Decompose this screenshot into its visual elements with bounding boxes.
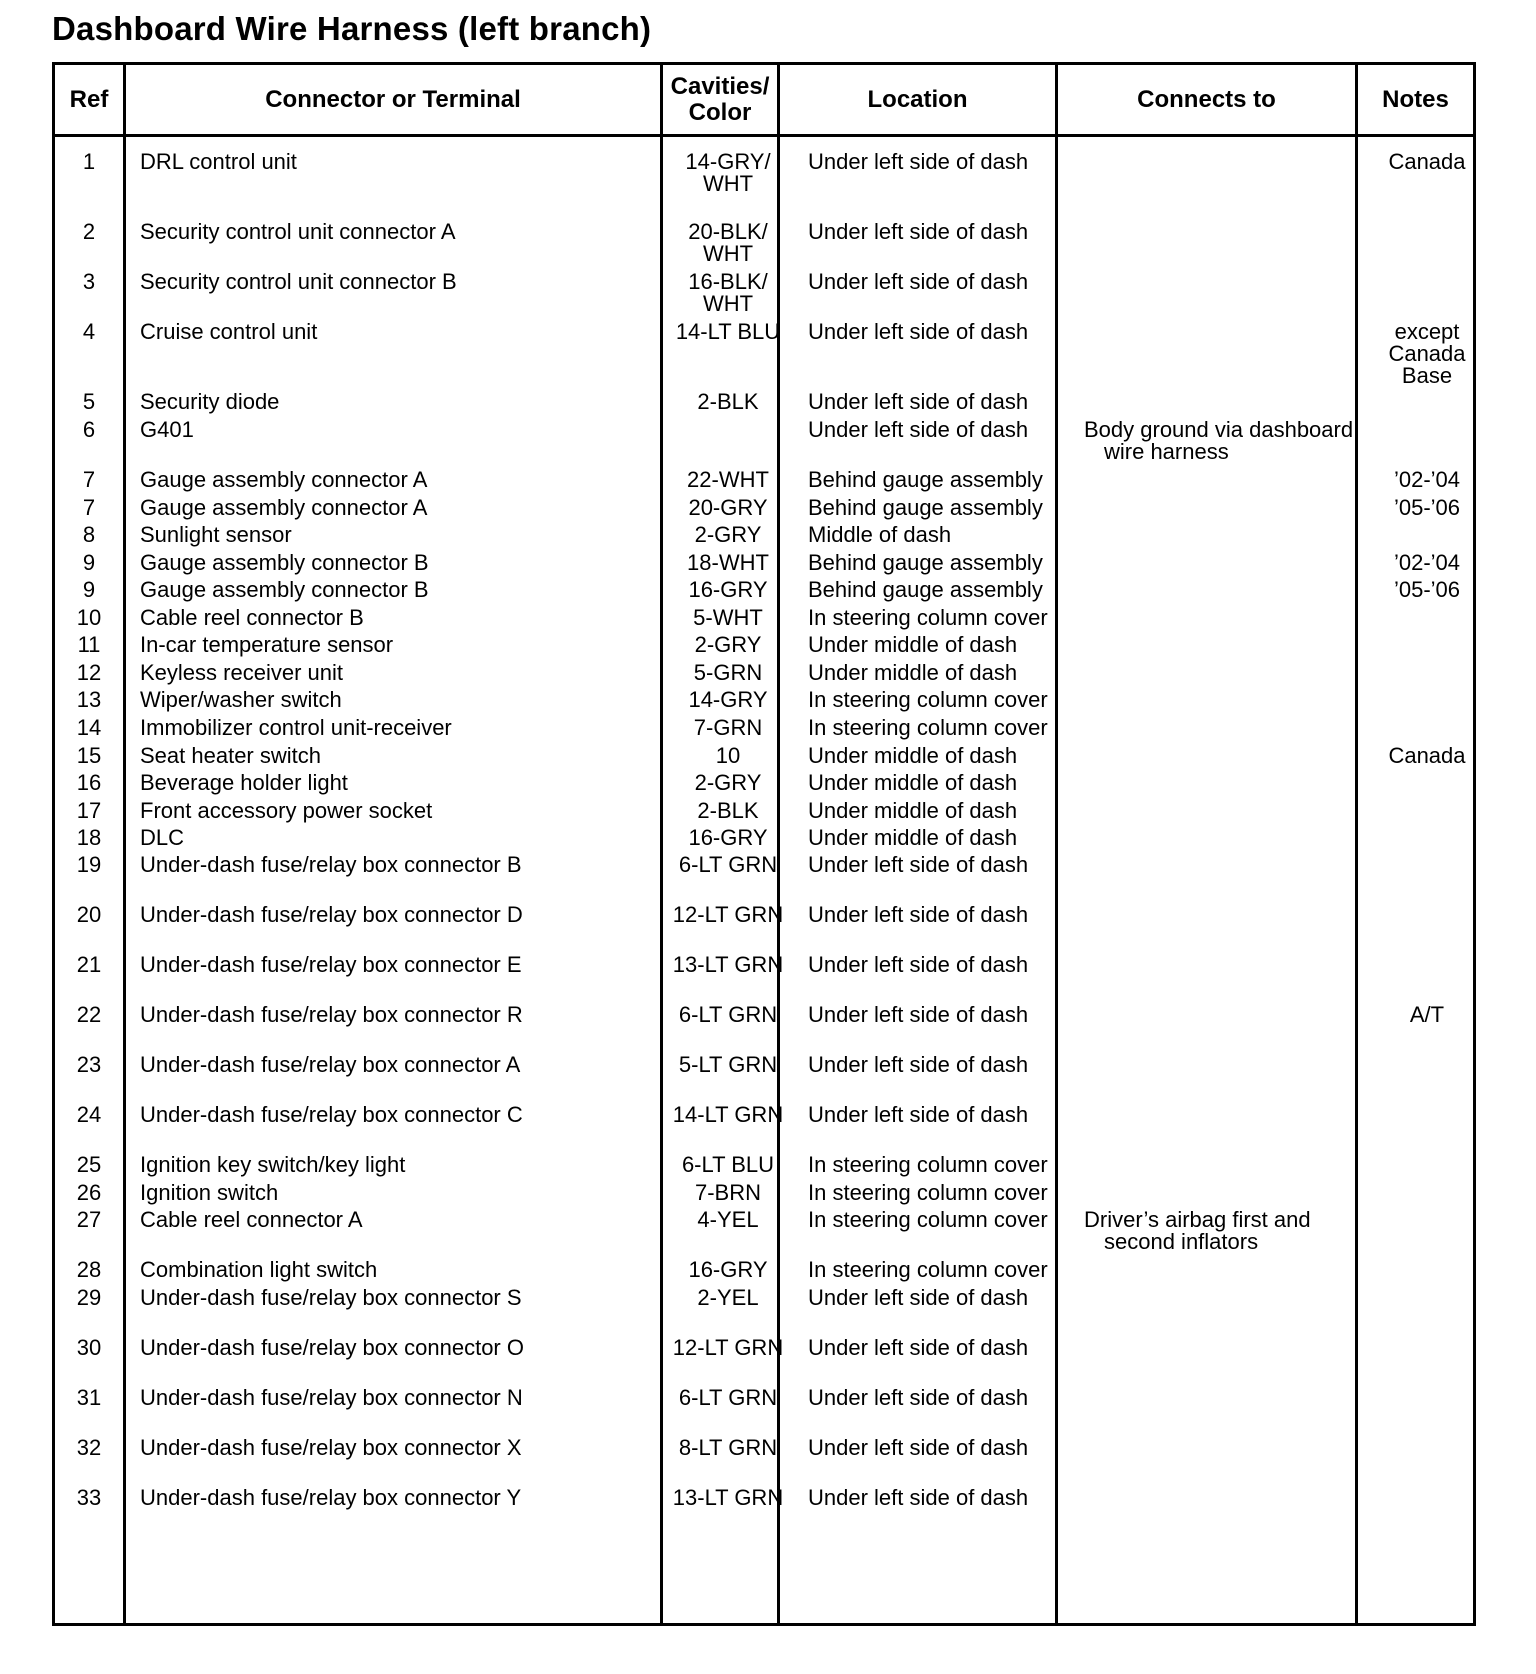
notes-cell: ’02-’04 xyxy=(1393,550,1461,575)
connector-cell: Under-dash fuse/relay box connector O xyxy=(140,1335,524,1360)
cavities-cell: 22-WHT xyxy=(687,467,769,492)
location-cell: Under left side of dash xyxy=(808,1285,1029,1310)
cavities-cell: 16-GRY xyxy=(688,577,768,602)
location-cell: Under middle of dash xyxy=(808,743,1018,768)
cavities-cell: 14-LT BLU xyxy=(675,319,781,344)
ref-cell: 29 xyxy=(76,1285,102,1310)
cavities-cell: 5-GRN xyxy=(693,660,763,685)
location-cell: In steering column cover xyxy=(808,1207,1048,1232)
location-cell: Under left side of dash xyxy=(808,319,1029,344)
cavities-cell: 2-GRY xyxy=(694,522,762,547)
cavities-cell: 6-LT GRN xyxy=(678,1002,778,1027)
header-notes: Notes xyxy=(1382,85,1449,113)
location-cell: In steering column cover xyxy=(808,1152,1048,1177)
location-cell: Under left side of dash xyxy=(808,1002,1029,1027)
ref-cell: 25 xyxy=(76,1152,102,1177)
cavities-cell: 7-GRN xyxy=(693,715,763,740)
connector-cell: In-car temperature sensor xyxy=(140,632,394,657)
connector-cell: Under-dash fuse/relay box connector Y xyxy=(140,1485,522,1510)
harness-table xyxy=(52,62,1476,1626)
connector-cell: Under-dash fuse/relay box connector A xyxy=(140,1052,521,1077)
table-body xyxy=(55,137,1473,1623)
connector-cell: Cruise control unit xyxy=(140,319,318,344)
connector-cell: Wiper/washer switch xyxy=(140,687,342,712)
location-cell: Under left side of dash xyxy=(808,417,1029,442)
cavities-cell: 12-LT GRN xyxy=(672,1335,784,1360)
cavities-cell: 2-BLK xyxy=(697,798,759,823)
cavities-cell: 6-LT BLU xyxy=(681,1152,775,1177)
location-cell: Under left side of dash xyxy=(808,902,1029,927)
connector-cell: Under-dash fuse/relay box connector E xyxy=(140,952,522,977)
connects-to-line-2: second inflators xyxy=(1104,1229,1259,1254)
location-cell: Under left side of dash xyxy=(808,852,1029,877)
ref-cell: 6 xyxy=(82,417,96,442)
cavities-cell: 8-LT GRN xyxy=(678,1435,778,1460)
cavities-cell: 10 xyxy=(715,743,741,768)
cavities-cell: 20-BLK/ WHT xyxy=(688,219,768,266)
location-cell: Under middle of dash xyxy=(808,660,1018,685)
ref-cell: 16 xyxy=(76,770,102,795)
location-cell: Behind gauge assembly xyxy=(808,577,1043,602)
connects-to-line-2: wire harness xyxy=(1104,439,1229,464)
connector-cell: Combination light switch xyxy=(140,1257,378,1282)
location-cell: Under left side of dash xyxy=(808,1385,1029,1410)
cavities-cell: 18-WHT xyxy=(687,550,769,575)
location-cell: Under left side of dash xyxy=(808,1485,1029,1510)
connector-cell: Ignition switch xyxy=(140,1180,279,1205)
connector-cell: Under-dash fuse/relay box connector S xyxy=(140,1285,522,1310)
ref-cell: 1 xyxy=(82,149,96,174)
ref-cell: 5 xyxy=(82,389,96,414)
location-cell: Under middle of dash xyxy=(808,632,1018,657)
location-cell: Under left side of dash xyxy=(808,1335,1029,1360)
cavities-cell: 5-WHT xyxy=(693,605,763,630)
cavities-cell: 2-BLK xyxy=(697,389,759,414)
connector-cell: Gauge assembly connector A xyxy=(140,467,428,492)
location-cell: Under left side of dash xyxy=(808,149,1029,174)
cavities-cell: 5-LT GRN xyxy=(678,1052,778,1077)
notes-cell: except Canada Base xyxy=(1388,319,1466,388)
ref-cell: 24 xyxy=(76,1102,102,1127)
connector-cell: Under-dash fuse/relay box connector N xyxy=(140,1385,523,1410)
ref-cell: 15 xyxy=(76,743,102,768)
ref-cell: 23 xyxy=(76,1052,102,1077)
location-cell: Under middle of dash xyxy=(808,798,1018,823)
connector-cell: Under-dash fuse/relay box connector R xyxy=(140,1002,523,1027)
location-cell: Under left side of dash xyxy=(808,269,1029,294)
header-connector: Connector or Terminal xyxy=(265,85,521,113)
ref-cell: 33 xyxy=(76,1485,102,1510)
header-ref: Ref xyxy=(69,85,109,113)
ref-cell: 8 xyxy=(82,522,96,547)
ref-cell: 18 xyxy=(76,825,102,850)
ref-cell: 31 xyxy=(76,1385,102,1410)
location-cell: Under left side of dash xyxy=(808,1102,1029,1127)
cavities-cell: 20-GRY xyxy=(688,495,768,520)
connector-cell: Under-dash fuse/relay box connector C xyxy=(140,1102,523,1127)
connects-to-cell xyxy=(1084,419,1374,463)
location-cell: Under middle of dash xyxy=(808,825,1018,850)
location-cell: Under left side of dash xyxy=(808,1052,1029,1077)
location-cell: Under left side of dash xyxy=(808,952,1029,977)
ref-cell: 3 xyxy=(82,269,96,294)
ref-cell: 27 xyxy=(76,1207,102,1232)
connector-cell: G401 xyxy=(140,417,194,442)
notes-cell: ’05-’06 xyxy=(1393,495,1461,520)
cavities-cell: 2-GRY xyxy=(694,632,762,657)
notes-cell: ’02-’04 xyxy=(1393,467,1461,492)
location-cell: In steering column cover xyxy=(808,687,1048,712)
ref-cell: 13 xyxy=(76,687,102,712)
cavities-cell: 16-GRY xyxy=(688,1257,768,1282)
location-cell: In steering column cover xyxy=(808,1257,1048,1282)
connector-cell: Beverage holder light xyxy=(140,770,348,795)
location-cell: Under left side of dash xyxy=(808,389,1029,414)
connector-cell: Gauge assembly connector B xyxy=(140,577,429,602)
header-cavities: Cavities/ Color xyxy=(670,72,770,126)
ref-cell: 2 xyxy=(82,219,96,244)
notes-cell: ’05-’06 xyxy=(1393,577,1461,602)
ref-cell: 9 xyxy=(82,550,96,575)
connector-cell: Ignition key switch/key light xyxy=(140,1152,406,1177)
connector-cell: Security control unit connector A xyxy=(140,219,456,244)
notes-cell: A/T xyxy=(1409,1002,1445,1027)
location-cell: Under middle of dash xyxy=(808,770,1018,795)
ref-cell: 20 xyxy=(76,902,102,927)
connector-cell: DRL control unit xyxy=(140,149,297,174)
header-location: Location xyxy=(867,85,968,113)
cavities-cell: 14-GRY xyxy=(688,687,768,712)
cavities-cell: 13-LT GRN xyxy=(672,952,784,977)
location-cell: In steering column cover xyxy=(808,605,1048,630)
location-cell: In steering column cover xyxy=(808,715,1048,740)
cavities-cell: 6-LT GRN xyxy=(678,852,778,877)
location-cell: Middle of dash xyxy=(808,522,952,547)
ref-cell: 17 xyxy=(76,798,102,823)
ref-cell: 7 xyxy=(82,495,96,520)
connector-cell: Security control unit connector B xyxy=(140,269,457,294)
location-cell: Behind gauge assembly xyxy=(808,495,1043,520)
connector-cell: Security diode xyxy=(140,389,280,414)
connector-cell: Under-dash fuse/relay box connector D xyxy=(140,902,523,927)
connector-cell: Under-dash fuse/relay box connector X xyxy=(140,1435,522,1460)
connects-to-cell xyxy=(1084,1209,1374,1253)
ref-cell: 10 xyxy=(76,605,102,630)
connects-to-line: Driver’s airbag first and xyxy=(1084,1207,1311,1232)
location-cell: Behind gauge assembly xyxy=(808,550,1043,575)
ref-cell: 32 xyxy=(76,1435,102,1460)
cavities-cell: 7-BRN xyxy=(694,1180,761,1205)
ref-cell: 7 xyxy=(82,467,96,492)
connector-cell: Gauge assembly connector B xyxy=(140,550,429,575)
connector-cell: Cable reel connector A xyxy=(140,1207,363,1232)
connects-to-line: Body ground via dashboard xyxy=(1084,417,1354,442)
connector-cell: Under-dash fuse/relay box connector B xyxy=(140,852,522,877)
notes-cell: Canada xyxy=(1388,149,1466,174)
connector-cell: Immobilizer control unit-receiver xyxy=(140,715,452,740)
cavities-cell: 14-LT GRN xyxy=(672,1102,784,1127)
notes-cell: Canada xyxy=(1388,743,1466,768)
connector-cell: Gauge assembly connector A xyxy=(140,495,428,520)
cavities-cell: 16-BLK/ WHT xyxy=(688,269,768,316)
ref-cell: 4 xyxy=(82,319,96,344)
cavities-cell: 2-GRY xyxy=(694,770,762,795)
ref-cell: 14 xyxy=(76,715,102,740)
ref-cell: 9 xyxy=(82,577,96,602)
ref-cell: 11 xyxy=(77,632,101,657)
cavities-cell: 12-LT GRN xyxy=(672,902,784,927)
cavities-cell: 16-GRY xyxy=(688,825,768,850)
header-connects-to: Connects to xyxy=(1137,85,1276,113)
ref-cell: 22 xyxy=(76,1002,102,1027)
location-cell: Behind gauge assembly xyxy=(808,467,1043,492)
ref-cell: 30 xyxy=(76,1335,102,1360)
cavities-cell: 14-GRY/ WHT xyxy=(685,149,771,196)
cavities-cell: 13-LT GRN xyxy=(672,1485,784,1510)
connector-cell: Front accessory power socket xyxy=(140,798,433,823)
ref-cell: 19 xyxy=(76,852,102,877)
ref-cell: 26 xyxy=(76,1180,102,1205)
location-cell: In steering column cover xyxy=(808,1180,1048,1205)
ref-cell: 28 xyxy=(76,1257,102,1282)
cavities-cell: 4-YEL xyxy=(697,1207,759,1232)
page-title: Dashboard Wire Harness (left branch) xyxy=(52,10,652,47)
ref-cell: 21 xyxy=(76,952,102,977)
location-cell: Under left side of dash xyxy=(808,1435,1029,1460)
connector-cell: Seat heater switch xyxy=(140,743,321,768)
location-cell: Under left side of dash xyxy=(808,219,1029,244)
connector-cell: Cable reel connector B xyxy=(140,605,364,630)
connector-cell: DLC xyxy=(140,825,185,850)
connector-cell: Keyless receiver unit xyxy=(140,660,343,685)
cavities-cell: 2-YEL xyxy=(697,1285,759,1310)
connector-cell: Sunlight sensor xyxy=(140,522,292,547)
ref-cell: 12 xyxy=(76,660,102,685)
cavities-cell: 6-LT GRN xyxy=(678,1385,778,1410)
